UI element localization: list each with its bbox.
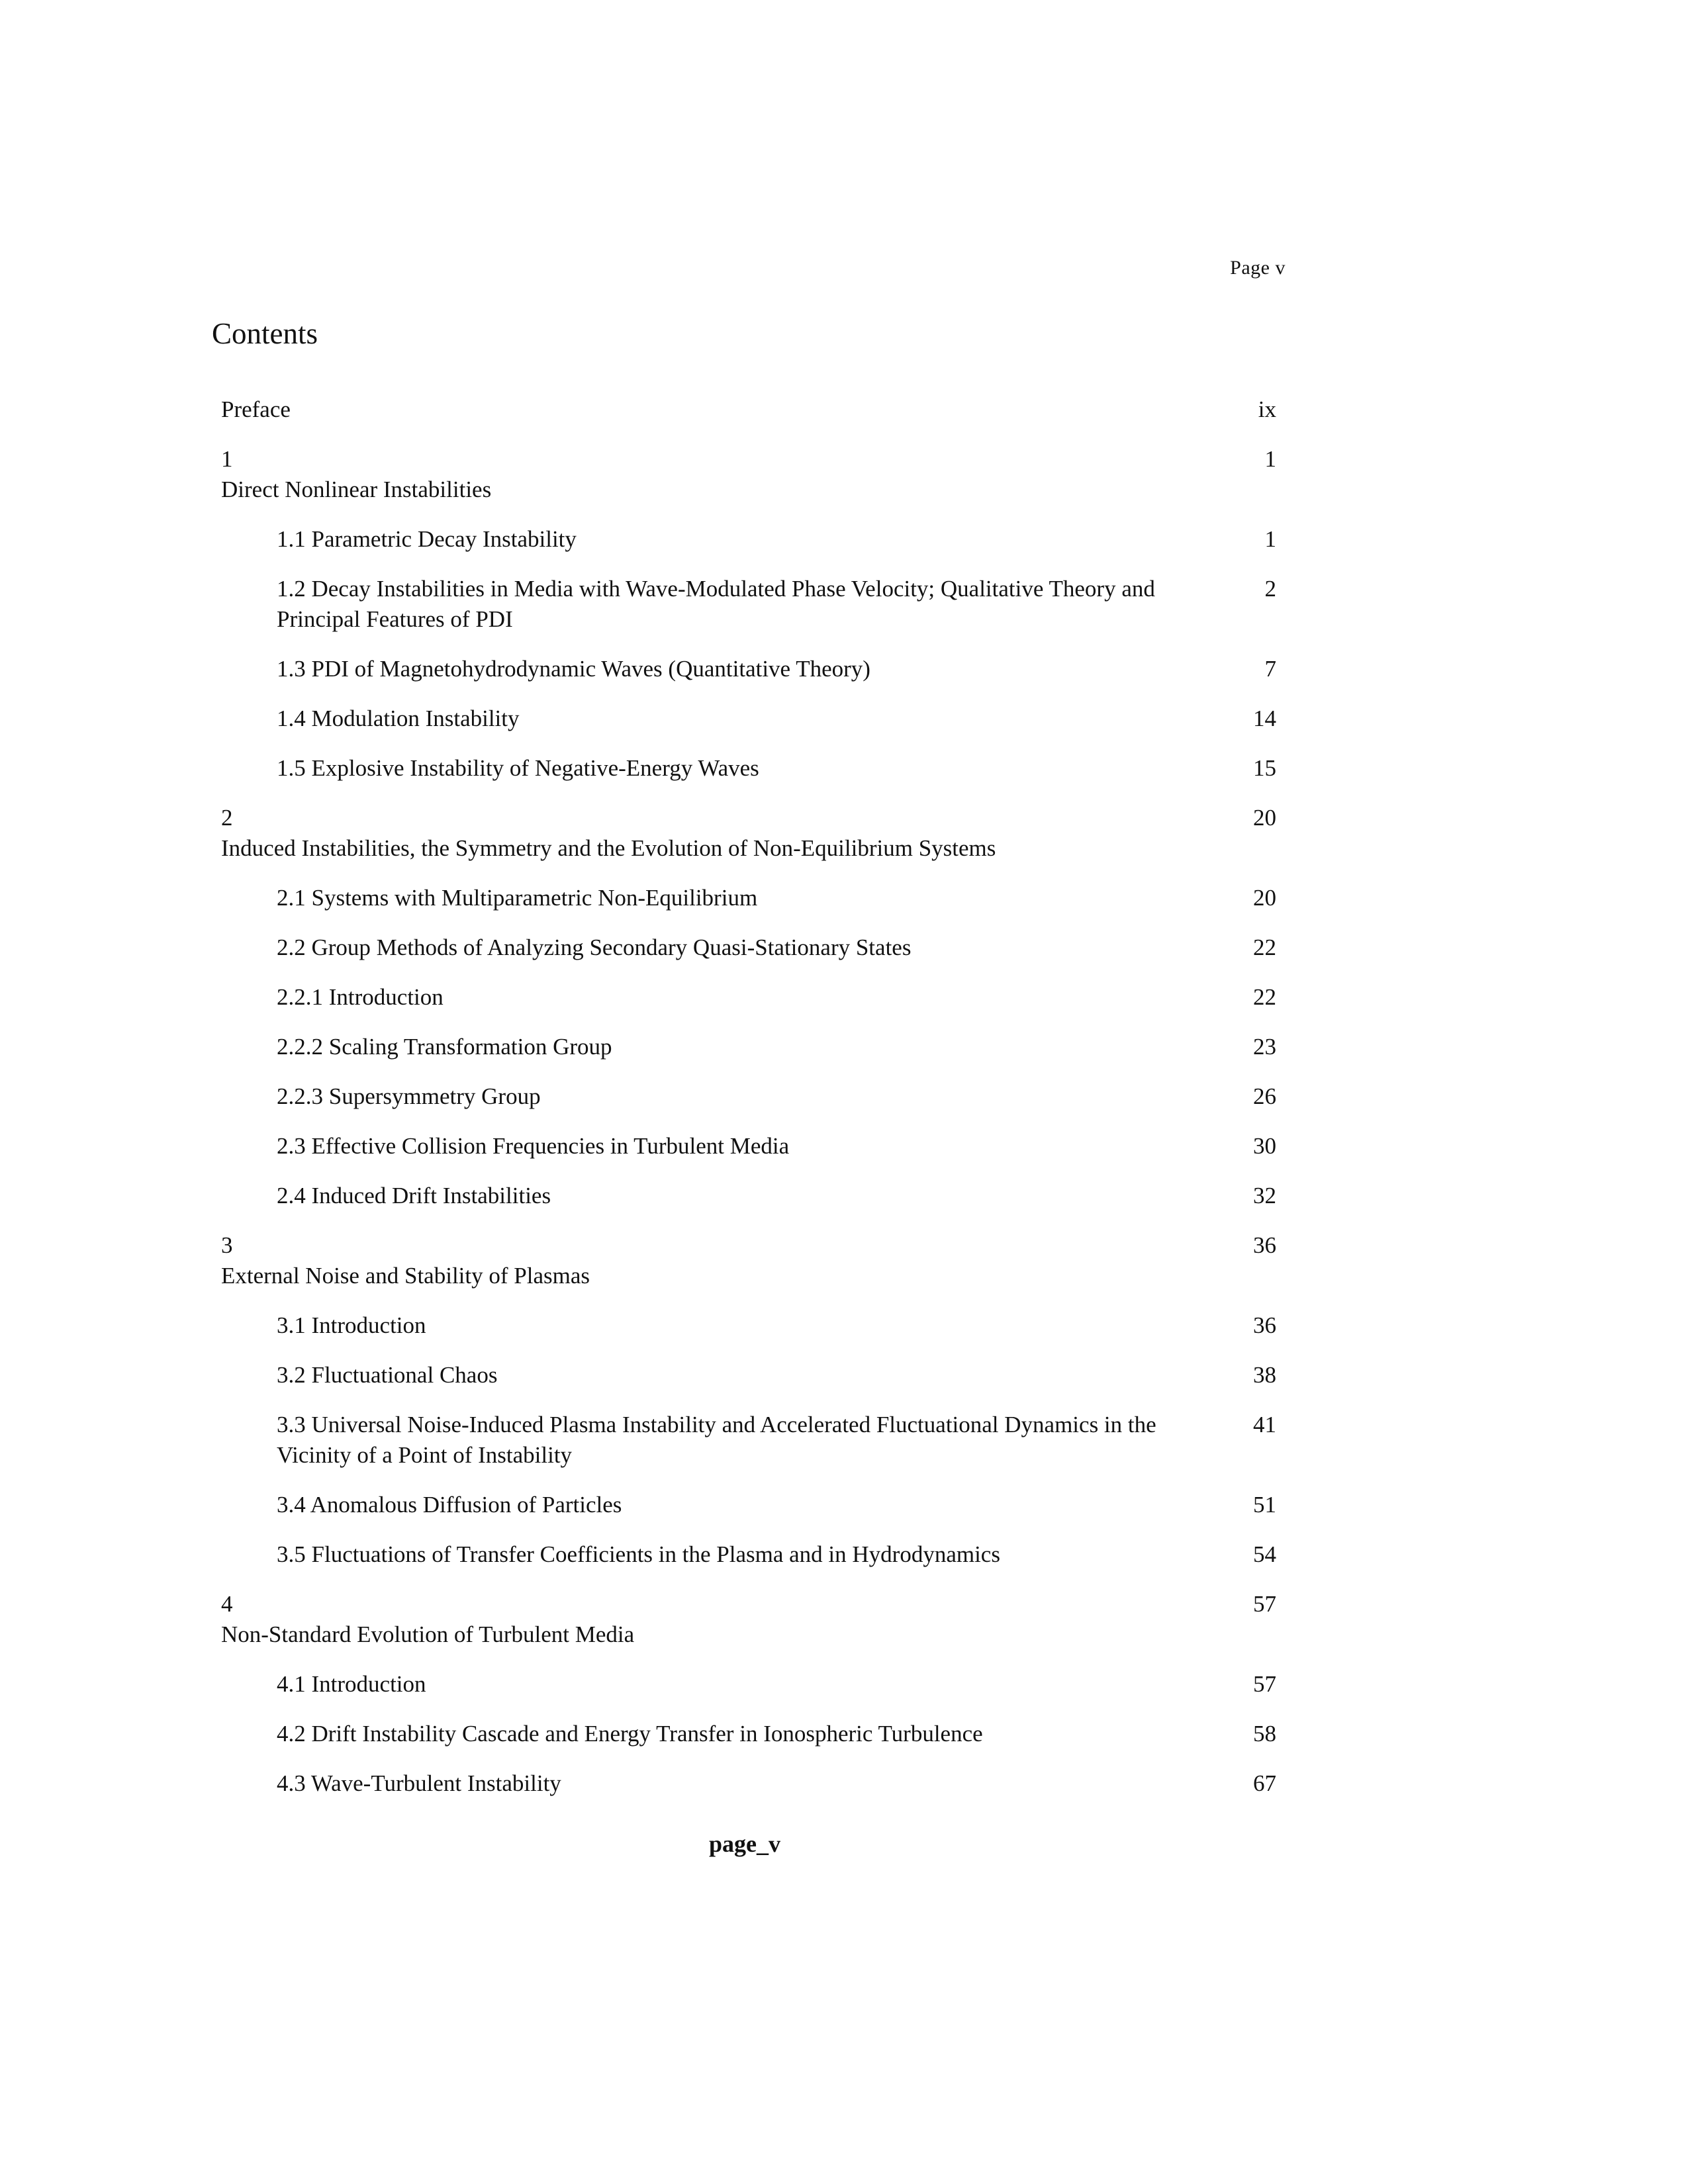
toc-entry-title: Preface bbox=[221, 396, 291, 422]
toc-section[interactable] bbox=[221, 883, 1276, 933]
section-title: 2.2.2 Scaling Transformation Group bbox=[277, 1034, 612, 1060]
toc-section[interactable] bbox=[221, 1669, 1276, 1719]
chapter-number: 3 bbox=[221, 1232, 233, 1258]
toc-section[interactable] bbox=[221, 933, 1276, 982]
page-title: Contents bbox=[212, 317, 318, 350]
chapter-number: 4 bbox=[221, 1591, 233, 1617]
chapter-number: 2 bbox=[221, 805, 233, 831]
chapter-number: 1 bbox=[221, 446, 233, 472]
toc-section[interactable] bbox=[221, 1131, 1276, 1181]
section-title: 2.4 Induced Drift Instabilities bbox=[277, 1183, 551, 1208]
toc-page-number: 32 bbox=[1253, 1183, 1276, 1208]
toc-chapter-3[interactable] bbox=[221, 1230, 1276, 1310]
toc-section[interactable] bbox=[221, 654, 1276, 704]
toc-page-number: 36 bbox=[1253, 1312, 1276, 1338]
toc-section[interactable] bbox=[221, 1360, 1276, 1410]
toc-page-number: 67 bbox=[1253, 1770, 1276, 1796]
toc-page-number: 7 bbox=[1264, 656, 1276, 682]
toc-page-number: 38 bbox=[1253, 1362, 1276, 1388]
section-title: 4.2 Drift Instability Cascade and Energy Transfer in Ionospheric Turbulence bbox=[277, 1721, 983, 1747]
section-title: 1.1 Parametric Decay Instability bbox=[277, 526, 577, 552]
toc-section[interactable] bbox=[221, 753, 1276, 803]
toc-page-number: ix bbox=[1258, 396, 1276, 422]
toc-chapter-1[interactable] bbox=[221, 444, 1276, 524]
table-of-contents bbox=[221, 394, 1276, 1818]
section-title: 4.1 Introduction bbox=[277, 1671, 426, 1697]
toc-page-number: 51 bbox=[1253, 1492, 1276, 1518]
toc-page-number: 1 bbox=[1264, 446, 1276, 472]
toc-page-number: 41 bbox=[1253, 1412, 1276, 1437]
page-footer-id: page_v bbox=[709, 1831, 780, 1857]
toc-section[interactable] bbox=[221, 1719, 1276, 1768]
toc-page-number: 54 bbox=[1253, 1541, 1276, 1567]
toc-section[interactable] bbox=[221, 1539, 1276, 1589]
toc-section[interactable] bbox=[221, 1181, 1276, 1230]
toc-section[interactable] bbox=[221, 1410, 1276, 1490]
toc-section[interactable] bbox=[221, 982, 1276, 1032]
section-title: 4.3 Wave-Turbulent Instability bbox=[277, 1770, 561, 1796]
toc-section[interactable] bbox=[221, 1032, 1276, 1081]
toc-page-number: 20 bbox=[1253, 805, 1276, 831]
toc-section[interactable] bbox=[221, 1310, 1276, 1360]
toc-entry-preface[interactable] bbox=[221, 394, 1276, 444]
chapter-title: Non-Standard Evolution of Turbulent Media bbox=[221, 1621, 635, 1647]
toc-section[interactable] bbox=[221, 574, 1276, 654]
section-title: 2.3 Effective Collision Frequencies in Turbulent Media bbox=[277, 1133, 790, 1159]
section-title: 1.2 Decay Instabilities in Media with Wave-Modulated Phase Velocity; Qualitative Theory and Principal Features of PDI bbox=[277, 576, 1155, 632]
section-title: 1.4 Modulation Instability bbox=[277, 705, 520, 731]
toc-page-number: 1 bbox=[1264, 526, 1276, 552]
toc-section[interactable] bbox=[221, 524, 1276, 574]
section-title: 1.5 Explosive Instability of Negative-Energy Waves bbox=[277, 755, 759, 781]
section-title: 3.1 Introduction bbox=[277, 1312, 426, 1338]
toc-section[interactable] bbox=[221, 1490, 1276, 1539]
section-title: 3.4 Anomalous Diffusion of Particles bbox=[277, 1492, 622, 1518]
section-title: 2.2 Group Methods of Analyzing Secondary Quasi-Stationary States bbox=[277, 934, 912, 960]
toc-page-number: 2 bbox=[1264, 576, 1276, 602]
toc-page-number: 22 bbox=[1253, 934, 1276, 960]
toc-page-number: 22 bbox=[1253, 984, 1276, 1010]
toc-page-number: 57 bbox=[1253, 1671, 1276, 1697]
toc-page-number: 30 bbox=[1253, 1133, 1276, 1159]
toc-chapter-2[interactable] bbox=[221, 803, 1276, 883]
page-number-header: Page v bbox=[1230, 257, 1286, 279]
chapter-title: Direct Nonlinear Instabilities bbox=[221, 477, 492, 502]
toc-page-number: 36 bbox=[1253, 1232, 1276, 1258]
toc-page-number: 20 bbox=[1253, 885, 1276, 911]
section-title: 2.2.1 Introduction bbox=[277, 984, 444, 1010]
section-title: 2.2.3 Supersymmetry Group bbox=[277, 1083, 541, 1109]
section-title: 3.2 Fluctuational Chaos bbox=[277, 1362, 498, 1388]
toc-page-number: 58 bbox=[1253, 1721, 1276, 1747]
toc-page-number: 26 bbox=[1253, 1083, 1276, 1109]
toc-section[interactable] bbox=[221, 1768, 1276, 1818]
toc-page-number: 14 bbox=[1253, 705, 1276, 731]
section-title: 2.1 Systems with Multiparametric Non-Equilibrium bbox=[277, 885, 758, 911]
toc-page-number: 15 bbox=[1253, 755, 1276, 781]
chapter-title: Induced Instabilities, the Symmetry and the Evolution of Non-Equilibrium Systems bbox=[221, 835, 996, 861]
toc-page-number: 57 bbox=[1253, 1591, 1276, 1617]
section-title: 3.3 Universal Noise-Induced Plasma Instability and Accelerated Fluctuational Dynamics in the Vicinity of a Point of Instability bbox=[277, 1412, 1156, 1468]
toc-chapter-4[interactable] bbox=[221, 1589, 1276, 1669]
chapter-title: External Noise and Stability of Plasmas bbox=[221, 1263, 590, 1289]
section-title: 3.5 Fluctuations of Transfer Coefficients in the Plasma and in Hydrodynamics bbox=[277, 1541, 1000, 1567]
section-title: 1.3 PDI of Magnetohydrodynamic Waves (Quantitative Theory) bbox=[277, 656, 870, 682]
toc-section[interactable] bbox=[221, 1081, 1276, 1131]
toc-page-number: 23 bbox=[1253, 1034, 1276, 1060]
toc-section[interactable] bbox=[221, 704, 1276, 753]
